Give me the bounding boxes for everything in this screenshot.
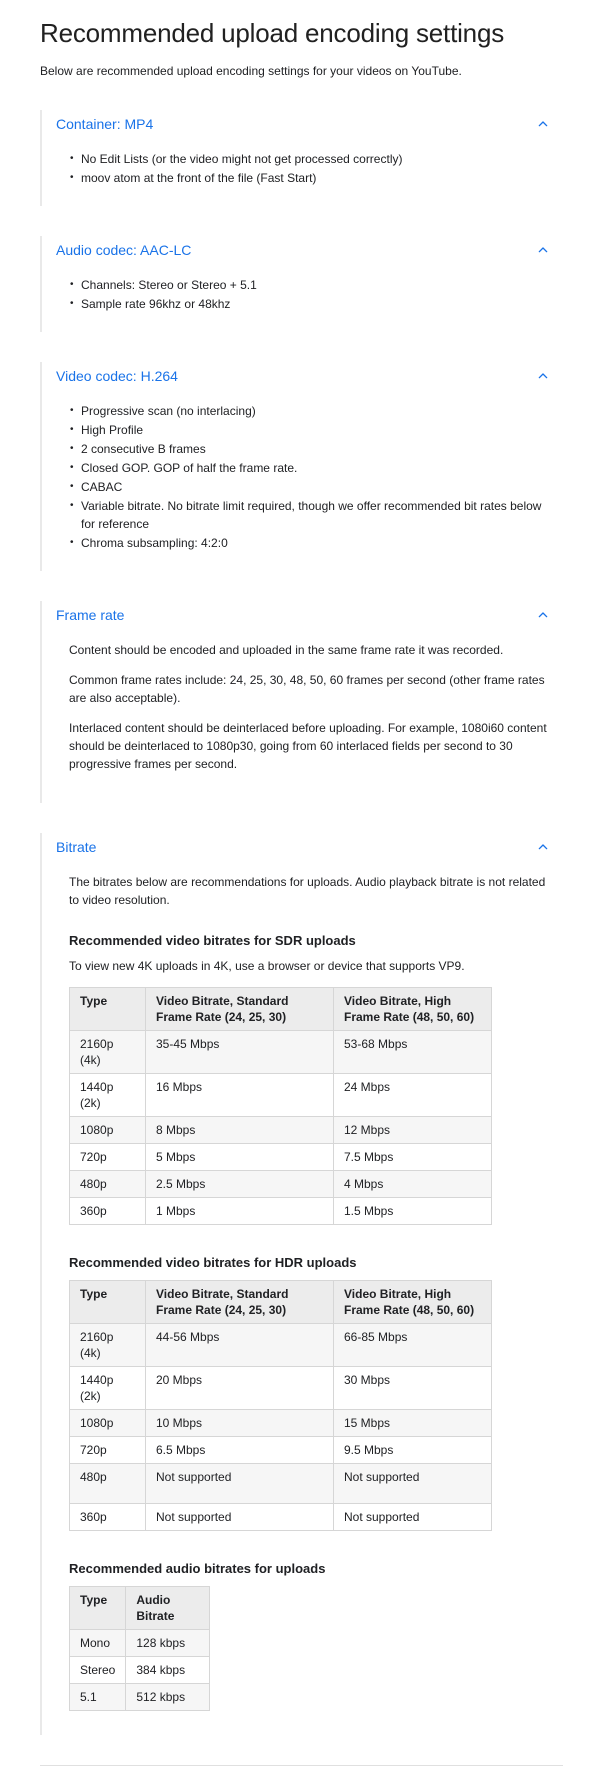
- section-video-codec-header[interactable]: [56, 368, 551, 384]
- table-cell: Not supported: [146, 1504, 334, 1531]
- table-cell: 1080p: [70, 1410, 146, 1437]
- bullet-list: [56, 276, 551, 313]
- column-header: Type: [70, 1587, 126, 1630]
- paragraph: Content should be encoded and uploaded in the same frame rate it was recorded.: [69, 643, 504, 657]
- table-cell: 720p: [70, 1144, 146, 1171]
- table-cell: 384 kbps: [126, 1657, 210, 1684]
- table-cell: 1440p (2k): [70, 1074, 146, 1117]
- bullet-item: • CABAC: [70, 478, 551, 496]
- table-cell: 1080p: [70, 1117, 146, 1144]
- table-cell: 10 Mbps: [146, 1410, 334, 1437]
- audio-table-heading: Recommended audio bitrates for uploads: [69, 1561, 326, 1576]
- section-bitrate-header[interactable]: [56, 839, 551, 855]
- bullet-item: • Chroma subsampling: 4:2:0: [70, 534, 551, 552]
- table-cell: 4 Mbps: [334, 1171, 492, 1198]
- bitrate-body: [56, 873, 551, 1711]
- table-cell: Not supported: [334, 1464, 492, 1504]
- section-title: Bitrate: [56, 839, 97, 855]
- table-cell: 7.5 Mbps: [334, 1144, 492, 1171]
- table-cell: 512 kbps: [126, 1684, 210, 1711]
- table-cell: 5.1: [70, 1684, 126, 1711]
- hdr-table-heading: Recommended video bitrates for HDR uploads: [69, 1255, 357, 1270]
- page-intro: Below are recommended upload encoding settings for your videos on YouTube.: [40, 64, 462, 78]
- table-cell: 2160p (4k): [70, 1324, 146, 1367]
- bullet-item: • Progressive scan (no interlacing): [70, 402, 551, 420]
- paragraph: Common frame rates include: 24, 25, 30, 48, 50, 60 frames per second (other frame rates are also acceptable).: [69, 673, 545, 705]
- section-container-mp4: [40, 110, 563, 206]
- table-cell: 1 Mbps: [146, 1198, 334, 1225]
- bullet-item: • Sample rate 96khz or 48khz: [70, 295, 551, 313]
- section-title: Video codec: H.264: [56, 368, 178, 384]
- table-cell: 66-85 Mbps: [334, 1324, 492, 1367]
- table-header-row: [70, 1281, 492, 1324]
- bullet-item: • Variable bitrate. No bitrate limit required, though we offer recommended bit rates below for reference: [70, 497, 551, 533]
- column-header: Video Bitrate, Standard Frame Rate (24, 25, 30): [146, 988, 334, 1031]
- column-header: Type: [70, 988, 146, 1031]
- column-header: Video Bitrate, High Frame Rate (48, 50, 60): [334, 1281, 492, 1324]
- table-cell: 360p: [70, 1198, 146, 1225]
- column-header: Video Bitrate, Standard Frame Rate (24, 25, 30): [146, 1281, 334, 1324]
- table-cell: 1440p (2k): [70, 1367, 146, 1410]
- paragraph: Interlaced content should be deinterlaced before uploading. For example, 1080i60 content should be deinterlaced to 1080p30, going from 60 interlaced fields per second to 30 progressive frames per second.: [69, 721, 547, 771]
- section-container-mp4-header[interactable]: [56, 116, 551, 132]
- bullet-item: • 2 consecutive B frames: [70, 440, 551, 458]
- bullet-list: [56, 150, 551, 187]
- table-cell: 480p: [70, 1464, 146, 1504]
- paragraph: The bitrates below are recommendations for uploads. Audio playback bitrate is not related to video resolution.: [69, 875, 546, 907]
- section-frame-rate-header[interactable]: [56, 607, 551, 623]
- bullet-item: • High Profile: [70, 421, 551, 439]
- table-cell: 12 Mbps: [334, 1117, 492, 1144]
- table-row: [70, 1437, 492, 1464]
- table-header-row: [70, 1587, 210, 1630]
- table-cell: 24 Mbps: [334, 1074, 492, 1117]
- hdr-bitrate-table: [69, 1280, 492, 1531]
- section-title: Audio codec: AAC-LC: [56, 242, 192, 258]
- table-cell: 720p: [70, 1437, 146, 1464]
- table-cell: Mono: [70, 1630, 126, 1657]
- bullet-item: • Channels: Stereo or Stereo + 5.1: [70, 276, 551, 294]
- table-cell: 44-56 Mbps: [146, 1324, 334, 1367]
- table-row: [70, 1367, 492, 1410]
- table-row: [70, 1630, 210, 1657]
- table-row: [70, 1144, 492, 1171]
- table-cell: 20 Mbps: [146, 1367, 334, 1410]
- table-cell: Stereo: [70, 1657, 126, 1684]
- table-row: [70, 1198, 492, 1225]
- section-audio-codec-header[interactable]: [56, 242, 551, 258]
- chevron-up-icon[interactable]: [535, 368, 551, 384]
- table-cell: 30 Mbps: [334, 1367, 492, 1410]
- table-row: [70, 1504, 492, 1531]
- chevron-up-icon[interactable]: [535, 116, 551, 132]
- table-row: [70, 1410, 492, 1437]
- section-title: Container: MP4: [56, 116, 154, 132]
- section-frame-rate: [40, 601, 563, 803]
- section-title: Frame rate: [56, 607, 125, 623]
- frame-rate-body: [56, 641, 551, 773]
- sdr-bitrate-table: [69, 987, 492, 1225]
- table-cell: 1.5 Mbps: [334, 1198, 492, 1225]
- table-row: [70, 1324, 492, 1367]
- table-cell: Not supported: [334, 1504, 492, 1531]
- table-cell: 9.5 Mbps: [334, 1437, 492, 1464]
- bullet-item: • moov atom at the front of the file (Fast Start): [70, 169, 551, 187]
- bottom-divider: [40, 1765, 563, 1766]
- table-row: [70, 1117, 492, 1144]
- table-row: [70, 1171, 492, 1198]
- table-cell: 53-68 Mbps: [334, 1031, 492, 1074]
- bullet-item: • Closed GOP. GOP of half the frame rate.: [70, 459, 551, 477]
- bullet-item: • No Edit Lists (or the video might not get processed correctly): [70, 150, 551, 168]
- chevron-up-icon[interactable]: [535, 839, 551, 855]
- table-cell: 15 Mbps: [334, 1410, 492, 1437]
- table-cell: 35-45 Mbps: [146, 1031, 334, 1074]
- table-cell: 360p: [70, 1504, 146, 1531]
- column-header: Video Bitrate, High Frame Rate (48, 50, 60): [334, 988, 492, 1031]
- table-cell: 6.5 Mbps: [146, 1437, 334, 1464]
- table-row: [70, 1657, 210, 1684]
- column-header: Audio Bitrate: [126, 1587, 210, 1630]
- table-cell: 2.5 Mbps: [146, 1171, 334, 1198]
- table-cell: 16 Mbps: [146, 1074, 334, 1117]
- section-audio-codec: [40, 236, 563, 332]
- table-row: [70, 1031, 492, 1074]
- table-row: [70, 1684, 210, 1711]
- bullet-list: [56, 402, 551, 552]
- table-cell: Not supported: [146, 1464, 334, 1504]
- chevron-up-icon[interactable]: [535, 607, 551, 623]
- sdr-table-heading: Recommended video bitrates for SDR uploads: [69, 933, 356, 948]
- table-cell: 128 kbps: [126, 1630, 210, 1657]
- table-cell: 480p: [70, 1171, 146, 1198]
- table-row: [70, 1074, 492, 1117]
- table-cell: 2160p (4k): [70, 1031, 146, 1074]
- page-title: Recommended upload encoding settings: [40, 18, 504, 48]
- column-header: Type: [70, 1281, 146, 1324]
- table-cell: 8 Mbps: [146, 1117, 334, 1144]
- table-row: [70, 1464, 492, 1504]
- chevron-up-icon[interactable]: [535, 242, 551, 258]
- audio-bitrate-table: [69, 1586, 210, 1711]
- section-bitrate: [40, 833, 563, 1735]
- section-video-codec: [40, 362, 563, 571]
- sdr-table-note: To view new 4K uploads in 4K, use a browser or device that supports VP9.: [69, 959, 465, 973]
- table-header-row: [70, 988, 492, 1031]
- table-cell: 5 Mbps: [146, 1144, 334, 1171]
